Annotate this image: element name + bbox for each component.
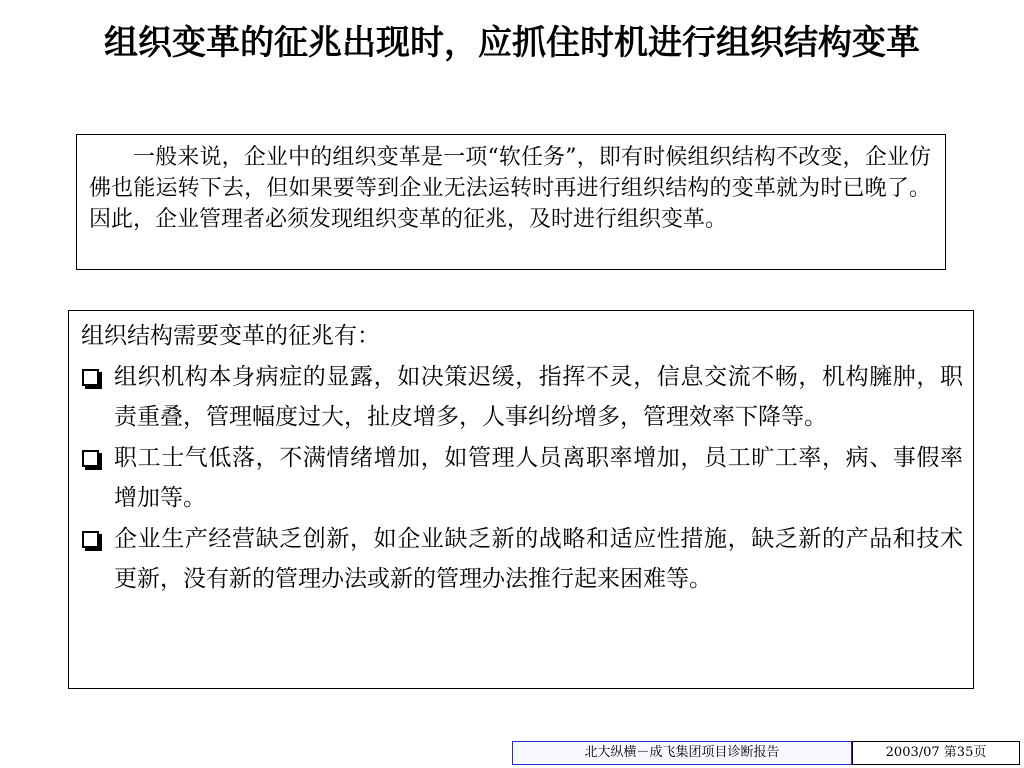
list-item [81,519,963,600]
intro-paragraph: 一般来说，企业中的组织变革是一项“软任务”，即有时候组织结构不改变，企业仿佛也能运转下去，但如果要等到企业无法运转时再进行组织结构的变革就为时已晚了。因此，企业管理者必须发现组织变革的征兆，及时进行组织变革。 [89,145,931,232]
footer-report-name: 北大纵横－成飞集团项目诊断报告 [512,741,852,765]
list-item [81,438,963,519]
checkbox-bullet-icon [82,531,99,548]
checkbox-bullet-icon [82,450,99,467]
list-item-text: 职工士气低落，不满情绪增加，如管理人员离职率增加，员工旷工率，病、事假率增加等。 [114,444,963,511]
footer-page-number: 2003/07 第35页 [852,741,1020,765]
slide-title: 组织变革的征兆出现时，应抓住时机进行组织结构变革 [104,23,920,63]
list-item-text: 组织机构本身病症的显露，如决策迟缓，指挥不灵，信息交流不畅，机构臃肿，职责重叠，管理幅度过大，扯皮增多，人事纠纷增多，管理效率下降等。 [114,363,963,430]
signs-list [81,357,963,600]
change-signs-box [68,310,974,689]
intro-text-box [76,134,946,270]
list-item [81,357,963,438]
list-item-text: 企业生产经营缺乏创新，如企业缺乏新的战略和适应性措施，缺乏新的产品和技术更新，没有新的管理办法或新的管理办法推行起来困难等。 [114,525,963,592]
checkbox-bullet-icon [82,369,99,386]
signs-heading: 组织结构需要变革的征兆有： [81,323,380,349]
